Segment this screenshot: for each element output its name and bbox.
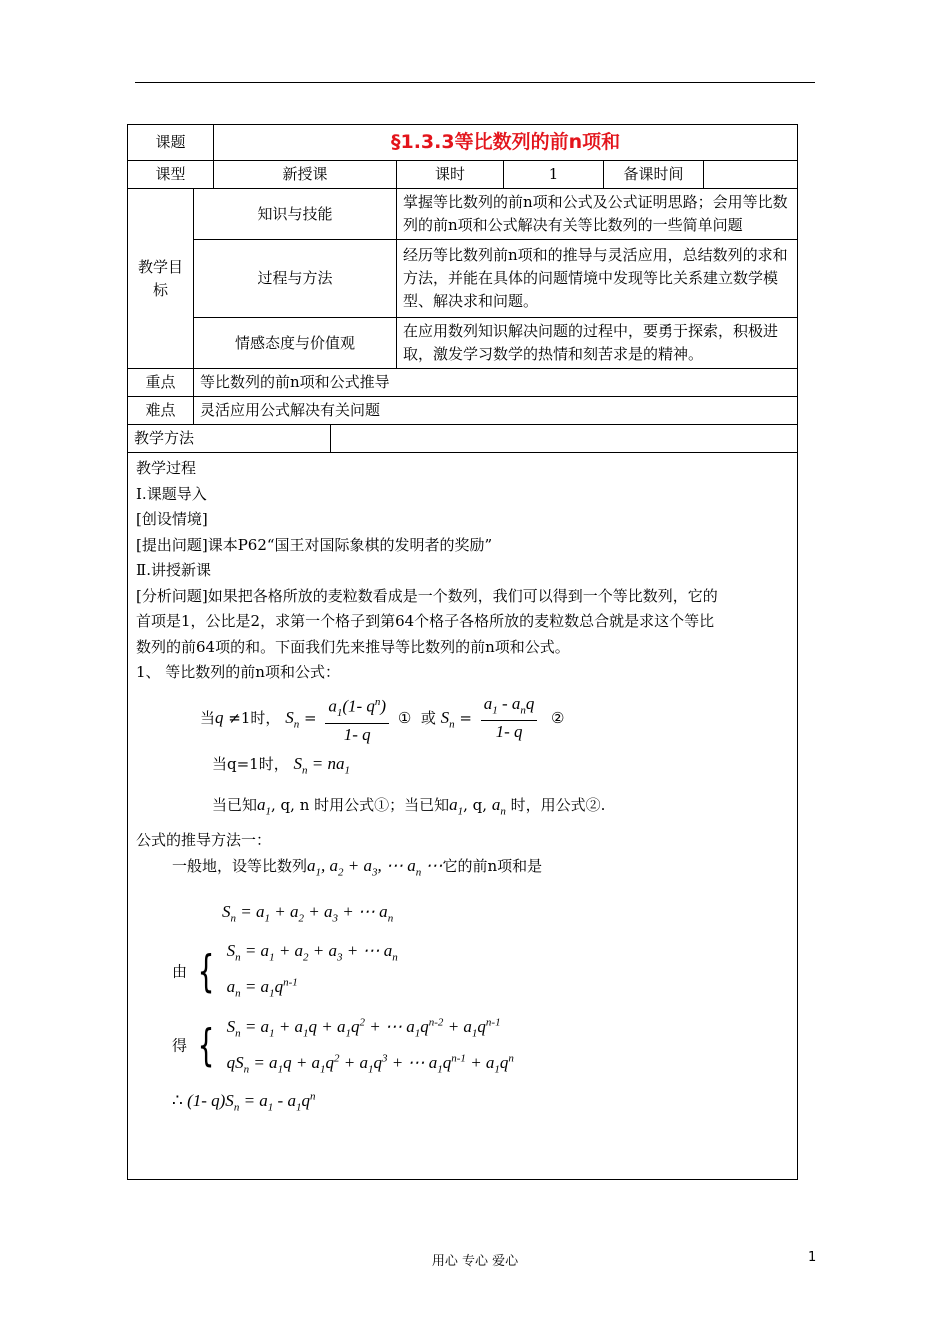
section-intro: Ⅰ.课题导入 xyxy=(136,484,207,503)
goal-label-attitude: 情感态度与价值观 xyxy=(194,318,397,369)
circled-1: ① xyxy=(397,708,412,727)
system-from: 由 { $S_n = a_1 + a_2 + a_3$ + ⋯ $a_n$ $a_n = a_1q^{n-1}$ xyxy=(172,940,398,1000)
page-title: §1.3.3等比数列的前n项和 xyxy=(214,125,798,161)
page-number: 1 xyxy=(808,1250,817,1265)
analysis-line-1: [分析问题]如果把各格所放的麦粒数看成是一个数列，我们可以得到一个等比数列，它的 xyxy=(136,586,718,605)
general-line: 一般地，设等比数列$a_1$, $a_2 + a_3$, ⋯ $a_n$ ⋯它的前n项和是 xyxy=(172,856,543,879)
goal-text-attitude: 在应用数列知识解决问题的过程中，要勇于探索，积极进取，激发学习数学的热情和刻苦求是的精神。 xyxy=(397,318,798,369)
footer-text: 用心 专心 爱心 xyxy=(431,1254,519,1269)
derivation-title: 公式的推导方法一： xyxy=(136,830,272,849)
system-get: 得 { $S_n = a_1 + a_1q + a_1q^2$ + ⋯ $a_1q^{n-2} + a_1q^{n-1}$ $qS_n = a_1q + a_1q^2 + a_1q^3$ + ⋯ $a_1q^{n-1} + a_1q^n$ xyxy=(172,1015,514,1075)
circled-2: ② xyxy=(550,708,565,727)
formula-q-eq-1: 当q=1时， $S_n = na_1$ xyxy=(212,753,350,776)
hours-value: 1 xyxy=(504,161,604,189)
method-value xyxy=(331,425,798,453)
section-new-lesson: Ⅱ.讲授新课 xyxy=(136,561,211,579)
header-rule xyxy=(135,82,815,83)
analysis-line-2: 首项是1，公比是2，求第一个格子到第64个格子各格所放的麦粒数总合就是求这个等比 xyxy=(136,612,715,630)
question-line: [提出问题]课本P62“国王对国际象棋的发明者的奖励” xyxy=(136,535,493,554)
formula-usage: 当已知$a_1$, q, n 时用公式①；当已知$a_1$, q, $a_n$ 时，用公式②. xyxy=(212,794,606,817)
goal-label-knowledge: 知识与技能 xyxy=(194,189,397,240)
key-point-label: 重点 xyxy=(128,369,194,397)
type-value: 新授课 xyxy=(214,161,397,189)
subject-label: 课题 xyxy=(128,125,214,161)
analysis-line-3: 数列的前64项的和。下面我们先来推导等比数列的前n项和公式。 xyxy=(136,637,570,656)
prep-time-value xyxy=(704,161,798,189)
teaching-process xyxy=(128,453,798,1180)
goal-text-process: 经历等比数列前n项和的推导与灵活应用，总结数列的求和方法，并能在具体的问题情境中发现等比关系建立数学模型、解决求和问题。 xyxy=(397,240,798,318)
difficulty-value: 灵活应用公式解决有关问题 xyxy=(194,397,798,425)
process-heading: 教学过程 xyxy=(136,459,197,477)
prep-time-label: 备课时间 xyxy=(604,161,704,189)
goal-text-knowledge: 掌握等比数列的前n项和公式及公式证明思路；会用等比数列的前n项和公式解决有关等比数列的一些简单问题 xyxy=(397,189,798,240)
goal-label-process: 过程与方法 xyxy=(194,240,397,318)
or-label: 或 xyxy=(420,708,436,727)
goals-label: 教学目 标 xyxy=(128,189,194,369)
item-1-heading: 1、 等比数列的前n项和公式： xyxy=(136,663,340,681)
formula-q-not-1: 当q ≠1时， $S_n$ = $\frac{a_1(1- q^n)}{1- q}$ ① 或 $S_n$ = $\frac{a_1 - a_nq}{1- q}$ ② xyxy=(136,692,789,744)
key-point-value: 等比数列的前n项和公式推导 xyxy=(194,369,798,397)
lesson-plan-table xyxy=(127,124,798,1180)
therefore-line: ∴ (1- $q)S_n = a_1 - a_1q^n$ xyxy=(172,1089,316,1113)
sum-expression: $S_n = a_1 + a_2 + a_3$ + ⋯ $a_n$ xyxy=(222,901,394,925)
type-label: 课型 xyxy=(128,161,214,189)
method-label: 教学方法 xyxy=(128,425,331,453)
scenario-label: [创设情境] xyxy=(136,510,208,528)
hours-label: 课时 xyxy=(397,161,504,189)
difficulty-label: 难点 xyxy=(128,397,194,425)
